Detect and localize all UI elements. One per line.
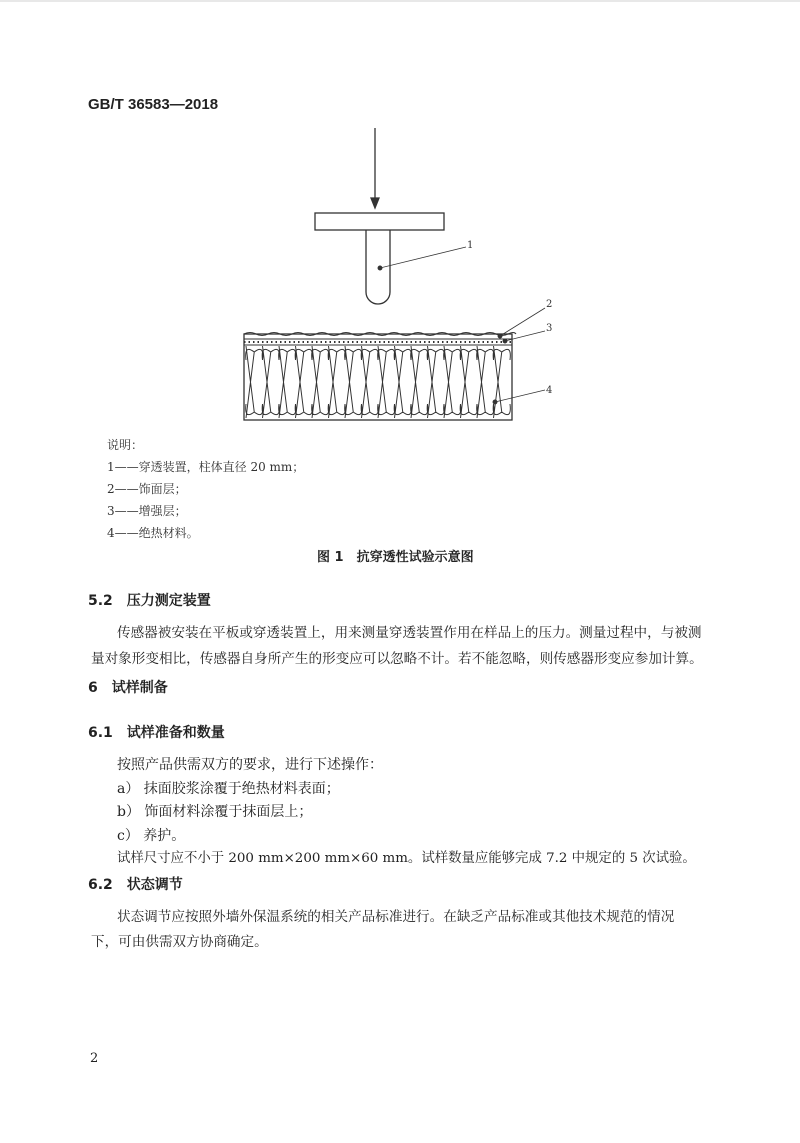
callout-2: 2 [546, 299, 553, 310]
section-heading-5-2: 5.2 压力测定装置 [88, 593, 211, 609]
insulation-loops [246, 346, 511, 418]
list-item: c） 养护。 [117, 828, 186, 844]
paragraph-line: 传感器被安装在平板或穿透装置上，用来测量穿透装置作用在样品上的压力。测量过程中，与被测 [117, 625, 702, 641]
list-item: b） 饰面材料涂覆于抹面层上； [117, 804, 313, 820]
page-number: 2 [90, 1051, 99, 1066]
penetration-test-figure [0, 0, 800, 440]
paragraph-line: 状态调节应按照外墙外保温系统的相关产品标准进行。在缺乏产品标准或其他技术规范的情况 [117, 909, 675, 925]
section-heading-6: 6 试样制备 [88, 680, 168, 696]
legend-item: 4——绝热材料。 [107, 526, 199, 540]
section-heading-6-1: 6.1 试样准备和数量 [88, 725, 225, 741]
callout-line-4 [495, 390, 545, 402]
figure-caption: 图 1 抗穿透性试验示意图 [317, 550, 474, 565]
paragraph-line: 量对象形变相比，传感器自身所产生的形变应可以忽略不计。若不能忽略，则传感器形变应参加计算。 [91, 651, 703, 667]
callout-1: 1 [467, 240, 474, 251]
paragraph-line: 试样尺寸应不小于 200 mm×200 mm×60 mm。试样数量应能够完成 7.2 中规定的 5 次试验。 [117, 851, 696, 866]
legend-title: 说明： [107, 438, 144, 452]
paragraph-line: 按照产品供需双方的要求，进行下述操作： [117, 757, 383, 773]
callout-3: 3 [546, 323, 553, 334]
standard-number: GB/T 36583—2018 [88, 96, 219, 113]
plate [315, 213, 444, 230]
insulation-material [246, 346, 511, 418]
legend-item: 1——穿透装置，柱体直径 20 mm； [107, 460, 305, 474]
force-arrow-head [371, 198, 379, 208]
legend-item: 2——饰面层； [107, 482, 187, 496]
callout-line-2 [500, 308, 545, 336]
paragraph-line: 下，可由供需双方协商确定。 [91, 934, 268, 950]
section-heading-6-2: 6.2 状态调节 [88, 877, 183, 893]
callout-line-1 [380, 247, 466, 268]
list-item: a） 抹面胶浆涂覆于绝热材料表面； [117, 781, 340, 797]
legend-item: 3——增强层； [107, 504, 187, 518]
callout-4: 4 [546, 385, 553, 396]
